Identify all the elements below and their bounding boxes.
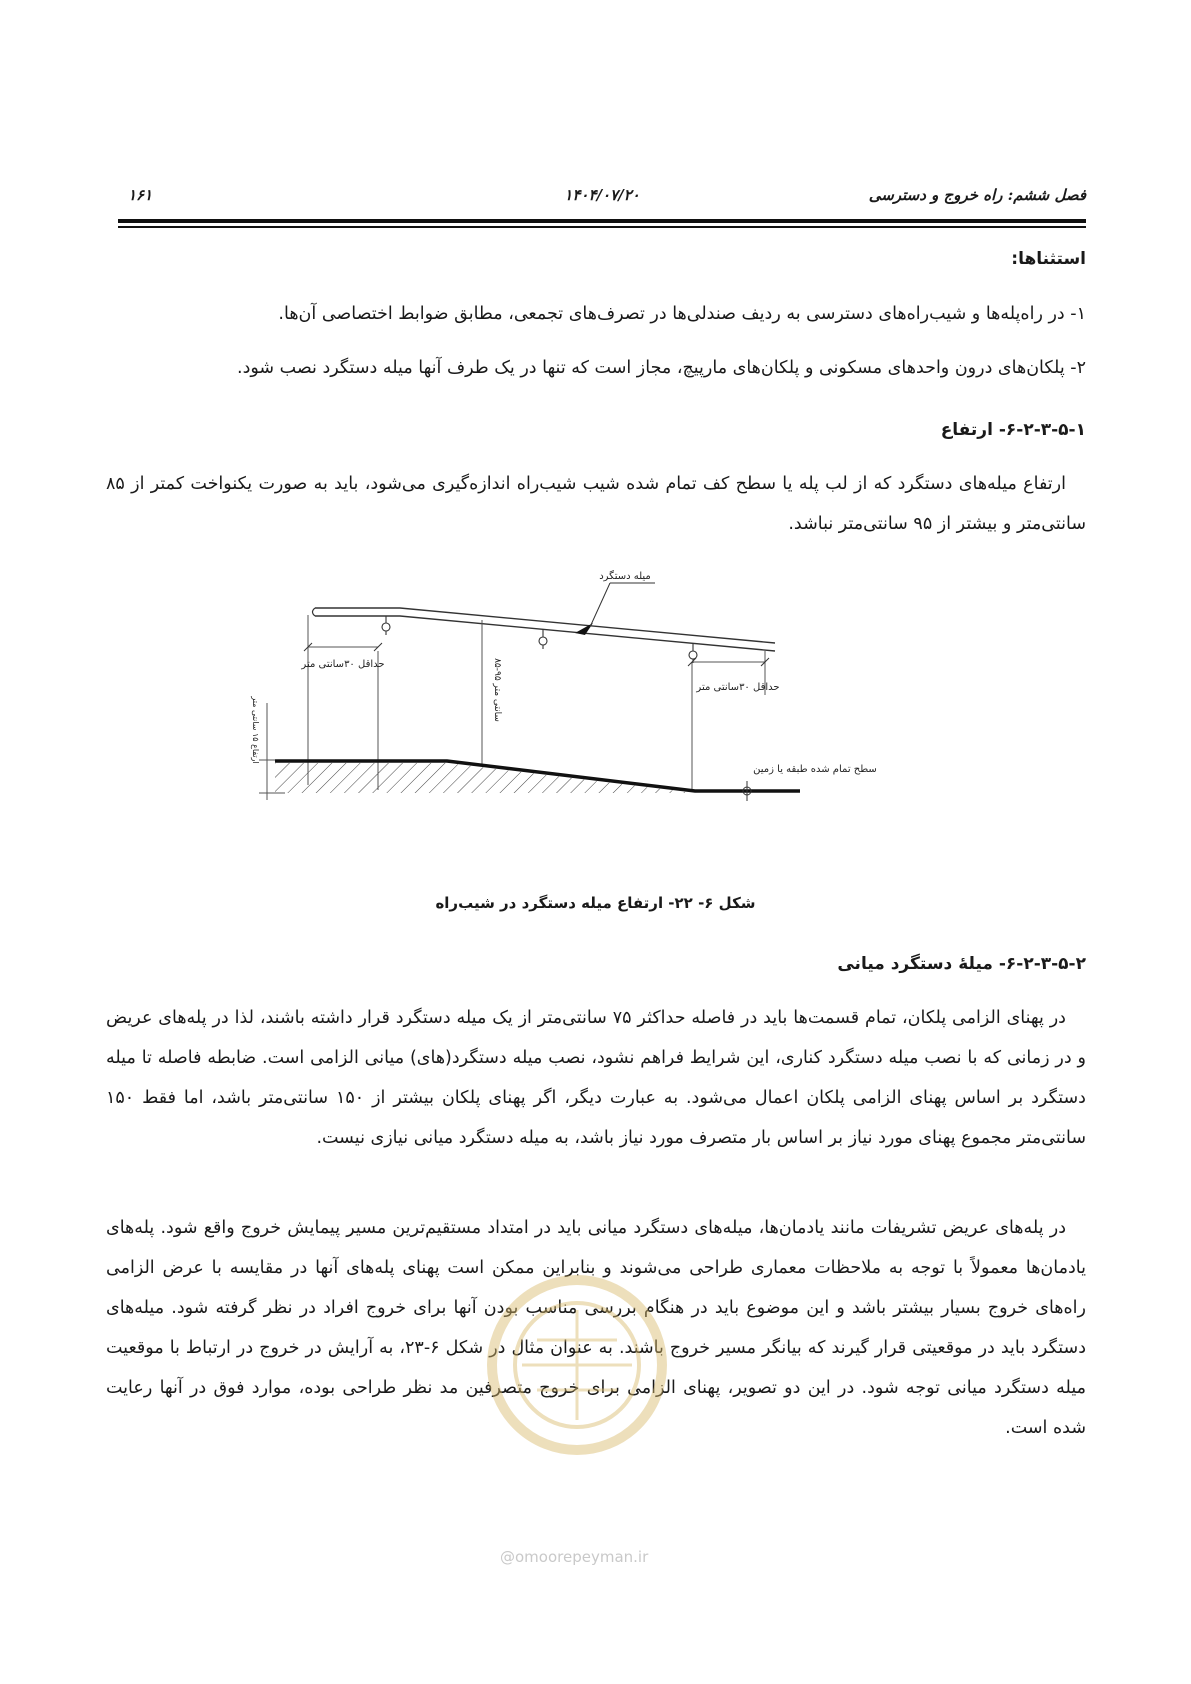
rail-label: میله دستگرد [599, 571, 651, 582]
section-middle-rail-para2: در پله‌های عریض تشریفات مانند یادمان‌ها، میله‌های دستگرد میانی باید در امتداد مستقیم‌ترین مسیر پیمایش خروج واقع شود. پله‌های یادمان‌ها معمولاً با توجه به ملاحظات معماری طراحی می‌شوند و بنابراین ممکن است پهنای پله‌های آنها در مقایسه با عرض الزامی راه‌های خروج بسیار بیشتر باشد و این موضوع باید در هنگام بررسی مناسب بودن آنها برای خروج افراد در نظر گرفته شود. میله‌های دستگرد باید در موقعیتی قرار گیرند که بیانگر مسیر خروج باشند. به عنوان مثال در شکل ۶-۲۳، به آرایش در خروج در ارتباط با موقعیت میله دستگرد میانی توجه شود. در این دو تصویر، پهنای الزامی برای خروج متصرفین مد نظر طراحی بوده، موارد فوق در آنها رعایت شده است. [106, 1218, 1086, 1438]
exception-item-2: ۲- پلکان‌های درون واحدهای مسکونی و پلکان‌های مارپیچ، مجاز است که تنها در یک طرف آنها میله دستگرد نصب شود. [237, 358, 1086, 378]
watermark-url: @omoorepeyman.ir [500, 1548, 649, 1566]
exceptions-title: استثناها: [1011, 249, 1086, 269]
page-number: ۱۶۱ [128, 186, 153, 204]
section-height-body: ارتفاع میله‌های دستگرد که از لب پله یا سطح کف تمام شده شیب شیب‌راه اندازه‌گیری می‌شود، باید به صورت یکنواخت کمتر از ۸۵ سانتی‌متر و بیشتر از ۹۵ سانتی‌متر نباشد. [106, 474, 1086, 534]
ramp-hatch [275, 763, 695, 793]
rise-dimension-label: ارتفاع ۱۵ سانتی متر [251, 696, 260, 764]
header-rule-thin [118, 226, 1086, 228]
header-rule-thick [118, 219, 1086, 223]
header-date: ۱۴۰۴/۰۷/۲۰ [564, 186, 640, 204]
page-header [118, 186, 1086, 212]
figure-caption: شکل ۶- ۲۲- ارتفاع میله دستگرد در شیب‌راه [435, 894, 756, 912]
watermark-seal [477, 1270, 677, 1460]
section-heading-middle-rail: ۶-۲-۳-۵-۲- میلۀ دستگرد میانی [837, 954, 1086, 974]
handrail-figure [251, 571, 935, 870]
min30-right-label: حداقل ۳۰سانتی متر [696, 682, 780, 693]
chapter-title: فصل ششم: راه خروج و دسترسی [868, 186, 1086, 204]
floor-label: سطح تمام شده طبقه یا زمین [753, 764, 877, 775]
exception-item-1: ۱- در راه‌پله‌ها و شیب‌راه‌های دسترسی به ردیف صندلی‌ها در تصرف‌های تجمعی، مطابق ضوابط اختصاصی آن‌ها. [278, 304, 1086, 324]
height-dimension-label: ۸۵-۹۵ سانتی متر [492, 658, 502, 722]
min30-left-label: حداقل ۳۰سانتی متر [301, 659, 385, 670]
section-heading-height: ۶-۲-۳-۵-۱- ارتفاع [940, 420, 1086, 440]
section-middle-rail-para1: در پهنای الزامی پلکان، تمام قسمت‌ها باید در فاصله حداکثر ۷۵ سانتی‌متر از یک میله دستگرد قرار داشته باشند، لذا در پله‌های عریض و در زمانی که با نصب میله دستگرد کناری، این شرایط فراهم نشود، نصب میله دستگرد(های) میانی الزامی است. ضابطه فاصله تا میله دستگرد بر اساس پهنای الزامی پلکان اعمال می‌شود. به عبارت دیگر، اگر پهنای پلکان بیشتر از ۱۵۰ سانتی‌متر باشد، اما فقط ۱۵۰ سانتی‌متر مجموع پهنای مورد نیاز بر اساس بار متصرف مورد نیاز باشد، به میله دستگرد میانی نیازی نیست. [106, 1008, 1086, 1148]
handrail-diagram [251, 571, 935, 870]
